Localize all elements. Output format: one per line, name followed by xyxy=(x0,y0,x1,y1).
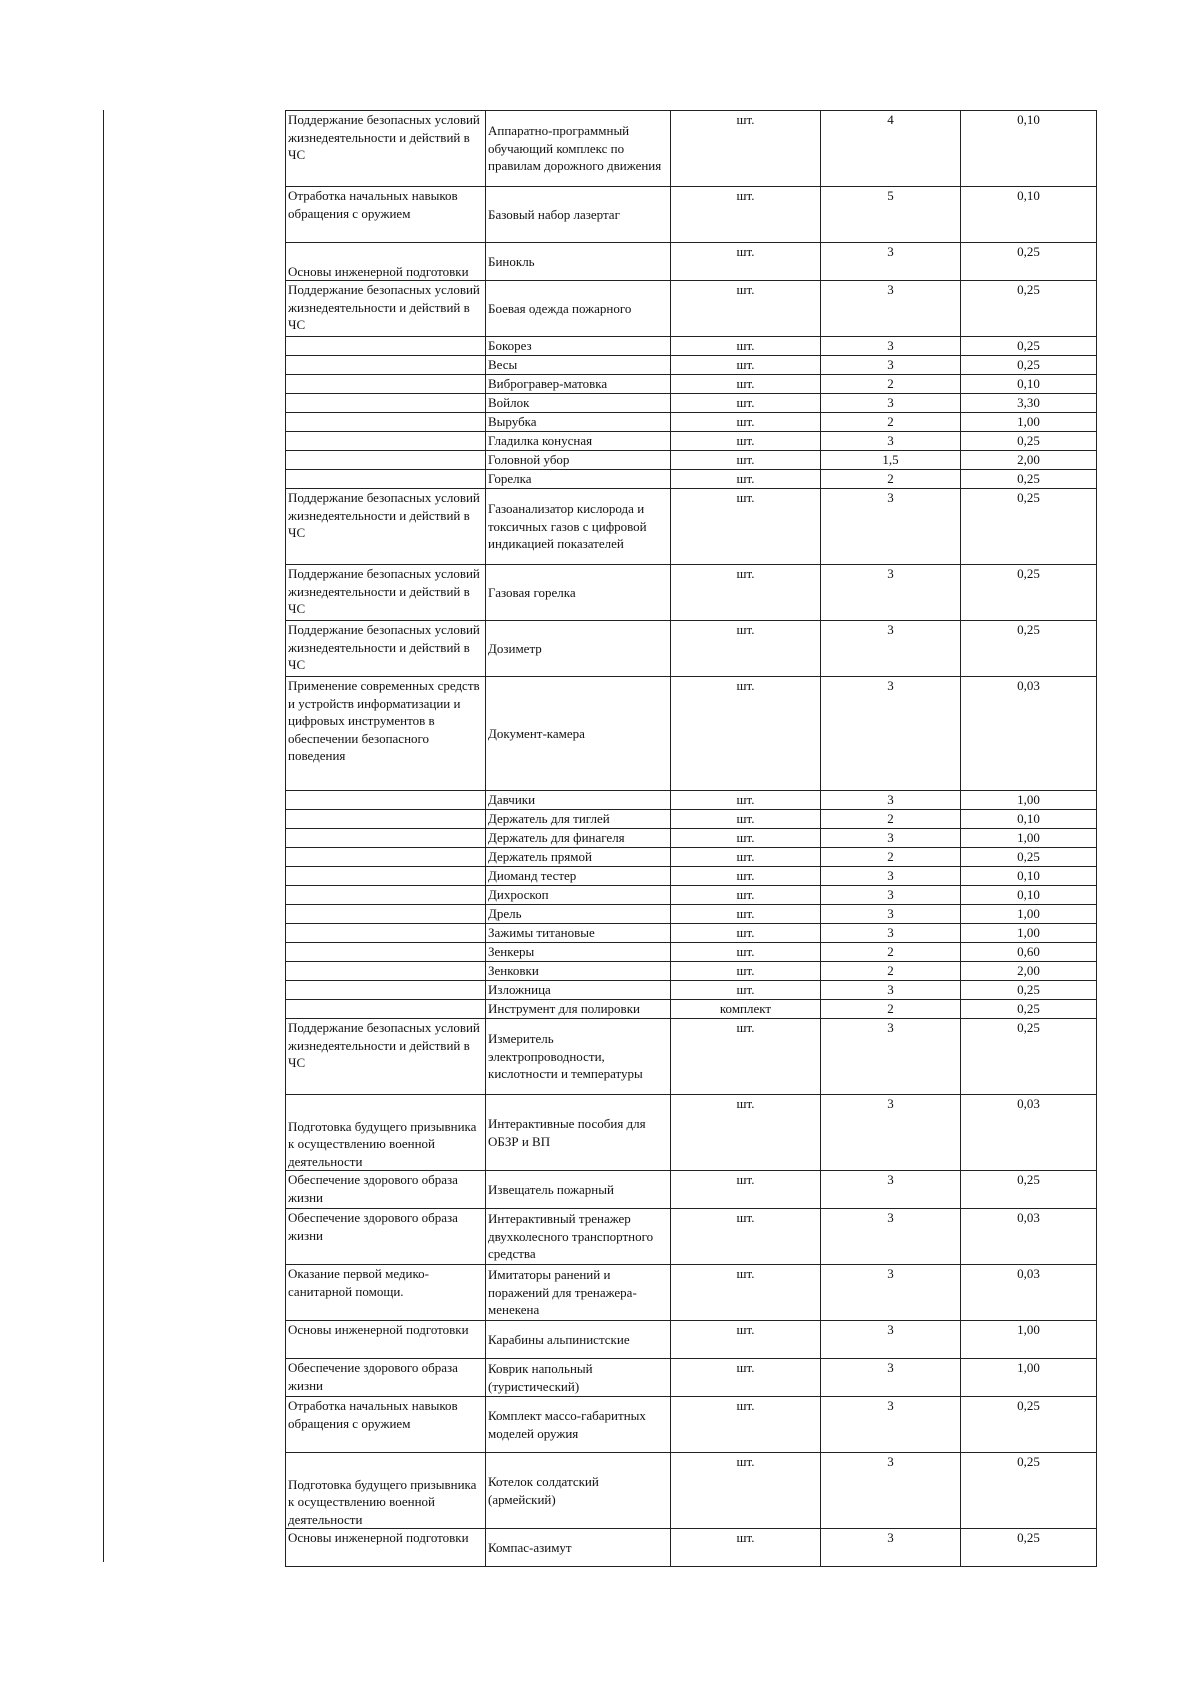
row-section-cell: Основы инженерной подготовки xyxy=(286,243,486,281)
row-unit-cell: шт. xyxy=(671,1171,821,1209)
table-row xyxy=(286,1397,1097,1453)
row-section-cell xyxy=(286,791,486,810)
equipment-table-body xyxy=(286,111,1097,1567)
row-coefficient-cell: 3,30 xyxy=(961,394,1097,413)
row-unit-cell: шт. xyxy=(671,1095,821,1171)
table-row xyxy=(286,886,1097,905)
row-coefficient-cell: 0,25 xyxy=(961,1000,1097,1019)
row-name-cell: Головной убор xyxy=(486,451,671,470)
row-unit-cell: шт. xyxy=(671,1397,821,1453)
row-section-cell: Обеспечение здорового образа жизни xyxy=(286,1171,486,1209)
table-row xyxy=(286,111,1097,187)
row-quantity-cell: 3 xyxy=(821,1095,961,1171)
row-quantity-cell: 3 xyxy=(821,867,961,886)
table-row xyxy=(286,451,1097,470)
table-row xyxy=(286,1209,1097,1265)
table-row xyxy=(286,1095,1097,1171)
row-section-cell xyxy=(286,829,486,848)
row-section-cell: Отработка начальных навыков обращения с оружием xyxy=(286,187,486,243)
row-unit-cell: шт. xyxy=(671,451,821,470)
row-unit-cell: шт. xyxy=(671,1529,821,1567)
row-name-cell: Комплект массо-габаритных моделей оружия xyxy=(486,1397,671,1453)
row-unit-cell: шт. xyxy=(671,243,821,281)
row-section-cell xyxy=(286,943,486,962)
row-quantity-cell: 2 xyxy=(821,1000,961,1019)
table-row xyxy=(286,867,1097,886)
row-name-cell: Виброгравер-матовка xyxy=(486,375,671,394)
row-unit-cell: шт. xyxy=(671,1209,821,1265)
row-name-cell: Гладилка конусная xyxy=(486,432,671,451)
row-unit-cell: шт. xyxy=(671,356,821,375)
row-name-cell: Компас-азимут xyxy=(486,1529,671,1567)
row-coefficient-cell: 0,25 xyxy=(961,1019,1097,1095)
row-coefficient-cell: 1,00 xyxy=(961,905,1097,924)
row-coefficient-cell: 1,00 xyxy=(961,791,1097,810)
table-row xyxy=(286,621,1097,677)
row-coefficient-cell: 0,03 xyxy=(961,1095,1097,1171)
row-section-cell xyxy=(286,1000,486,1019)
row-section-cell: Обеспечение здорового образа жизни xyxy=(286,1359,486,1397)
row-quantity-cell: 3 xyxy=(821,1529,961,1567)
row-section-cell: Поддержание безопасных условий жизнедеятельности и действий в ЧС xyxy=(286,1019,486,1095)
row-quantity-cell: 4 xyxy=(821,111,961,187)
row-name-cell: Держатель для тиглей xyxy=(486,810,671,829)
row-coefficient-cell: 0,25 xyxy=(961,489,1097,565)
row-name-cell: Газоанализатор кислорода и токсичных газов с цифровой индикацией показателей xyxy=(486,489,671,565)
row-section-cell: Оказание первой медико-санитарной помощи. xyxy=(286,1265,486,1321)
row-name-cell: Интерактивный тренажер двухколесного транспортного средства xyxy=(486,1209,671,1265)
row-quantity-cell: 2 xyxy=(821,943,961,962)
table-row xyxy=(286,810,1097,829)
row-name-cell: Изложница xyxy=(486,981,671,1000)
table-row xyxy=(286,1171,1097,1209)
row-section-cell xyxy=(286,432,486,451)
table-row xyxy=(286,1359,1097,1397)
row-coefficient-cell: 0,25 xyxy=(961,243,1097,281)
row-name-cell: Дихроскоп xyxy=(486,886,671,905)
row-name-cell: Бокорез xyxy=(486,337,671,356)
row-name-cell: Боевая одежда пожарного xyxy=(486,281,671,337)
table-row xyxy=(286,356,1097,375)
row-quantity-cell: 1,5 xyxy=(821,451,961,470)
row-coefficient-cell: 1,00 xyxy=(961,413,1097,432)
row-section-cell xyxy=(286,413,486,432)
row-section-cell xyxy=(286,848,486,867)
row-name-cell: Зенкеры xyxy=(486,943,671,962)
row-name-cell: Аппаратно-программный обучающий комплекс по правилам дорожного движения xyxy=(486,111,671,187)
row-name-cell: Держатель для финагеля xyxy=(486,829,671,848)
row-name-cell: Интерактивные пособия для ОБЗР и ВП xyxy=(486,1095,671,1171)
row-name-cell: Котелок солдатский (армейский) xyxy=(486,1453,671,1529)
table-row xyxy=(286,1453,1097,1529)
table-row xyxy=(286,281,1097,337)
row-name-cell: Вырубка xyxy=(486,413,671,432)
row-coefficient-cell: 0,25 xyxy=(961,621,1097,677)
row-coefficient-cell: 0,25 xyxy=(961,356,1097,375)
row-unit-cell: шт. xyxy=(671,829,821,848)
row-section-cell xyxy=(286,451,486,470)
table-row xyxy=(286,187,1097,243)
row-unit-cell: шт. xyxy=(671,677,821,791)
row-coefficient-cell: 2,00 xyxy=(961,962,1097,981)
row-quantity-cell: 3 xyxy=(821,829,961,848)
row-quantity-cell: 3 xyxy=(821,791,961,810)
row-quantity-cell: 3 xyxy=(821,924,961,943)
row-name-cell: Коврик напольный (туристический) xyxy=(486,1359,671,1397)
row-coefficient-cell: 0,10 xyxy=(961,187,1097,243)
row-section-cell: Поддержание безопасных условий жизнедеятельности и действий в ЧС xyxy=(286,489,486,565)
row-coefficient-cell: 0,60 xyxy=(961,943,1097,962)
row-quantity-cell: 3 xyxy=(821,565,961,621)
row-coefficient-cell: 0,03 xyxy=(961,1265,1097,1321)
table-row xyxy=(286,829,1097,848)
row-coefficient-cell: 0,10 xyxy=(961,810,1097,829)
table-row xyxy=(286,489,1097,565)
row-unit-cell: шт. xyxy=(671,394,821,413)
page-margin-line xyxy=(103,110,104,1562)
row-quantity-cell: 5 xyxy=(821,187,961,243)
equipment-table xyxy=(285,110,1097,1567)
row-section-cell: Поддержание безопасных условий жизнедеятельности и действий в ЧС xyxy=(286,621,486,677)
row-coefficient-cell: 1,00 xyxy=(961,1321,1097,1359)
row-name-cell: Войлок xyxy=(486,394,671,413)
row-unit-cell: шт. xyxy=(671,810,821,829)
row-name-cell: Документ-камера xyxy=(486,677,671,791)
table-row xyxy=(286,1529,1097,1567)
row-quantity-cell: 3 xyxy=(821,1019,961,1095)
table-row xyxy=(286,924,1097,943)
row-name-cell: Бинокль xyxy=(486,243,671,281)
row-quantity-cell: 3 xyxy=(821,981,961,1000)
row-section-cell xyxy=(286,375,486,394)
row-coefficient-cell: 0,25 xyxy=(961,565,1097,621)
table-row xyxy=(286,943,1097,962)
row-quantity-cell: 2 xyxy=(821,962,961,981)
table-row xyxy=(286,394,1097,413)
row-coefficient-cell: 1,00 xyxy=(961,1359,1097,1397)
row-unit-cell: шт. xyxy=(671,1359,821,1397)
row-coefficient-cell: 0,25 xyxy=(961,1397,1097,1453)
row-quantity-cell: 3 xyxy=(821,1171,961,1209)
row-section-cell xyxy=(286,962,486,981)
row-coefficient-cell: 0,10 xyxy=(961,111,1097,187)
row-section-cell: Обеспечение здорового образа жизни xyxy=(286,1209,486,1265)
row-name-cell: Извещатель пожарный xyxy=(486,1171,671,1209)
row-coefficient-cell: 1,00 xyxy=(961,924,1097,943)
row-name-cell: Горелка xyxy=(486,470,671,489)
row-quantity-cell: 3 xyxy=(821,1453,961,1529)
row-coefficient-cell: 0,25 xyxy=(961,470,1097,489)
row-section-cell xyxy=(286,981,486,1000)
row-section-cell xyxy=(286,337,486,356)
row-quantity-cell: 2 xyxy=(821,810,961,829)
row-quantity-cell: 3 xyxy=(821,1397,961,1453)
row-coefficient-cell: 0,25 xyxy=(961,1171,1097,1209)
row-name-cell: Давчики xyxy=(486,791,671,810)
table-row xyxy=(286,848,1097,867)
table-row xyxy=(286,243,1097,281)
row-section-cell xyxy=(286,810,486,829)
row-coefficient-cell: 1,00 xyxy=(961,829,1097,848)
row-quantity-cell: 3 xyxy=(821,1321,961,1359)
row-coefficient-cell: 0,10 xyxy=(961,886,1097,905)
row-coefficient-cell: 2,00 xyxy=(961,451,1097,470)
row-quantity-cell: 2 xyxy=(821,413,961,432)
table-row xyxy=(286,677,1097,791)
row-section-cell: Подготовка будущего призывника к осуществлению военной деятельности xyxy=(286,1095,486,1171)
row-unit-cell: шт. xyxy=(671,375,821,394)
row-name-cell: Инструмент для полировки xyxy=(486,1000,671,1019)
row-name-cell: Держатель прямой xyxy=(486,848,671,867)
row-quantity-cell: 3 xyxy=(821,432,961,451)
row-section-cell: Поддержание безопасных условий жизнедеятельности и действий в ЧС xyxy=(286,281,486,337)
row-name-cell: Зажимы титановые xyxy=(486,924,671,943)
table-row xyxy=(286,791,1097,810)
row-quantity-cell: 3 xyxy=(821,621,961,677)
row-coefficient-cell: 0,25 xyxy=(961,848,1097,867)
table-row xyxy=(286,1000,1097,1019)
table-row xyxy=(286,375,1097,394)
row-unit-cell: шт. xyxy=(671,867,821,886)
row-coefficient-cell: 0,10 xyxy=(961,867,1097,886)
row-coefficient-cell: 0,10 xyxy=(961,375,1097,394)
row-unit-cell: шт. xyxy=(671,337,821,356)
row-quantity-cell: 3 xyxy=(821,337,961,356)
row-quantity-cell: 3 xyxy=(821,1265,961,1321)
table-row xyxy=(286,432,1097,451)
row-unit-cell: шт. xyxy=(671,943,821,962)
row-unit-cell: шт. xyxy=(671,924,821,943)
table-row xyxy=(286,1265,1097,1321)
row-unit-cell: шт. xyxy=(671,565,821,621)
row-coefficient-cell: 0,25 xyxy=(961,1529,1097,1567)
row-name-cell: Дозиметр xyxy=(486,621,671,677)
row-name-cell: Имитаторы ранений и поражений для тренажера-менекена xyxy=(486,1265,671,1321)
row-quantity-cell: 2 xyxy=(821,375,961,394)
row-section-cell xyxy=(286,356,486,375)
table-row xyxy=(286,413,1097,432)
row-name-cell: Карабины альпинистские xyxy=(486,1321,671,1359)
row-unit-cell: шт. xyxy=(671,489,821,565)
row-unit-cell: шт. xyxy=(671,281,821,337)
row-unit-cell: шт. xyxy=(671,962,821,981)
row-quantity-cell: 2 xyxy=(821,470,961,489)
row-unit-cell: комплект xyxy=(671,1000,821,1019)
row-section-cell xyxy=(286,905,486,924)
row-coefficient-cell: 0,25 xyxy=(961,337,1097,356)
row-unit-cell: шт. xyxy=(671,981,821,1000)
row-section-cell: Основы инженерной подготовки xyxy=(286,1529,486,1567)
row-quantity-cell: 3 xyxy=(821,1209,961,1265)
table-row xyxy=(286,470,1097,489)
row-unit-cell: шт. xyxy=(671,432,821,451)
row-coefficient-cell: 0,25 xyxy=(961,281,1097,337)
row-unit-cell: шт. xyxy=(671,1019,821,1095)
row-unit-cell: шт. xyxy=(671,111,821,187)
row-coefficient-cell: 0,03 xyxy=(961,677,1097,791)
row-section-cell xyxy=(286,394,486,413)
row-name-cell: Базовый набор лазертаг xyxy=(486,187,671,243)
row-name-cell: Диоманд тестер xyxy=(486,867,671,886)
table-row xyxy=(286,962,1097,981)
row-unit-cell: шт. xyxy=(671,1453,821,1529)
row-quantity-cell: 3 xyxy=(821,905,961,924)
row-unit-cell: шт. xyxy=(671,413,821,432)
row-quantity-cell: 3 xyxy=(821,1359,961,1397)
row-unit-cell: шт. xyxy=(671,886,821,905)
table-row xyxy=(286,1019,1097,1095)
row-quantity-cell: 3 xyxy=(821,394,961,413)
row-quantity-cell: 3 xyxy=(821,356,961,375)
row-quantity-cell: 3 xyxy=(821,677,961,791)
row-section-cell: Основы инженерной подготовки xyxy=(286,1321,486,1359)
row-name-cell: Измеритель электропроводности, кислотности и температуры xyxy=(486,1019,671,1095)
row-section-cell: Поддержание безопасных условий жизнедеятельности и действий в ЧС xyxy=(286,565,486,621)
row-quantity-cell: 3 xyxy=(821,243,961,281)
row-name-cell: Дрель xyxy=(486,905,671,924)
row-unit-cell: шт. xyxy=(671,791,821,810)
row-quantity-cell: 2 xyxy=(821,848,961,867)
row-section-cell xyxy=(286,470,486,489)
row-unit-cell: шт. xyxy=(671,1321,821,1359)
row-quantity-cell: 3 xyxy=(821,489,961,565)
table-row xyxy=(286,905,1097,924)
row-coefficient-cell: 0,25 xyxy=(961,1453,1097,1529)
row-section-cell: Поддержание безопасных условий жизнедеятельности и действий в ЧС xyxy=(286,111,486,187)
row-quantity-cell: 3 xyxy=(821,281,961,337)
row-section-cell: Применение современных средств и устройств информатизации и цифровых инструментов в обеспечении безопасного поведения xyxy=(286,677,486,791)
row-unit-cell: шт. xyxy=(671,621,821,677)
row-name-cell: Зенковки xyxy=(486,962,671,981)
row-coefficient-cell: 0,25 xyxy=(961,432,1097,451)
row-section-cell xyxy=(286,924,486,943)
row-section-cell: Подготовка будущего призывника к осуществлению военной деятельности xyxy=(286,1453,486,1529)
row-quantity-cell: 3 xyxy=(821,886,961,905)
table-row xyxy=(286,981,1097,1000)
row-coefficient-cell: 0,03 xyxy=(961,1209,1097,1265)
row-name-cell: Газовая горелка xyxy=(486,565,671,621)
row-unit-cell: шт. xyxy=(671,905,821,924)
row-section-cell xyxy=(286,886,486,905)
row-unit-cell: шт. xyxy=(671,1265,821,1321)
table-row xyxy=(286,1321,1097,1359)
table-row xyxy=(286,565,1097,621)
row-unit-cell: шт. xyxy=(671,470,821,489)
row-unit-cell: шт. xyxy=(671,848,821,867)
row-name-cell: Весы xyxy=(486,356,671,375)
table-row xyxy=(286,337,1097,356)
row-unit-cell: шт. xyxy=(671,187,821,243)
row-section-cell xyxy=(286,867,486,886)
row-coefficient-cell: 0,25 xyxy=(961,981,1097,1000)
row-section-cell: Отработка начальных навыков обращения с оружием xyxy=(286,1397,486,1453)
